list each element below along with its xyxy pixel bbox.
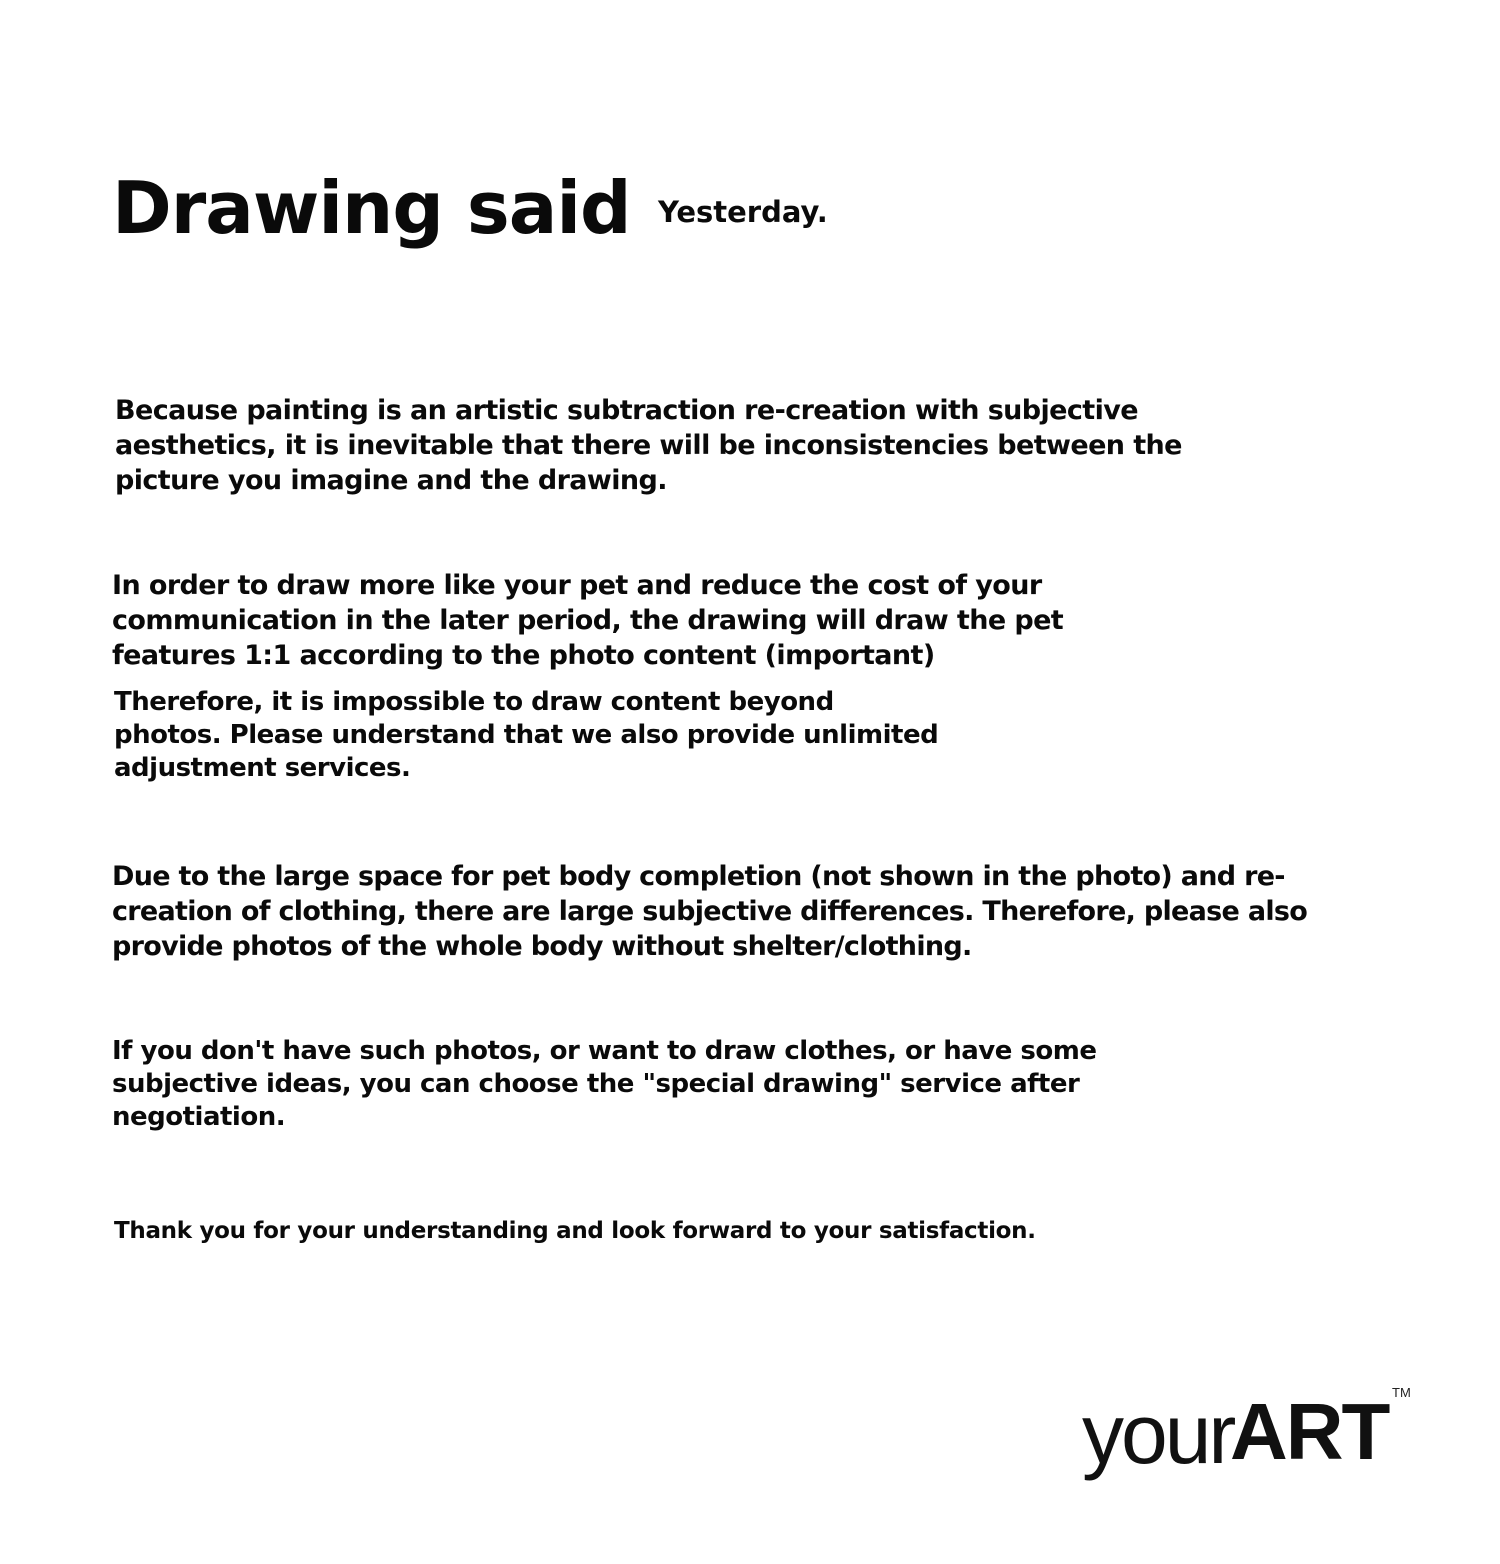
logo-light-text: your (1082, 1387, 1234, 1481)
logo-bold-text: ART (1230, 1387, 1389, 1476)
paragraph-photo-accuracy: In order to draw more like your pet and reduce the cost of your communication in the later period, the drawing will draw the pet features 1:1 according to the photo content (important) (112, 570, 1064, 671)
paragraph-special-drawing: If you don't have such photos, or want to draw clothes, or have some subjective ideas, you can choose the "special drawing" service after negotiation. (112, 1036, 1097, 1132)
paragraph-whole-body-photos: Due to the large space for pet body completion (not shown in the photo) and re- creation of clothing, there are large subjective differences. Therefore, please also provide photos of the whole body without shelter/clothing. (112, 861, 1308, 962)
logo-trademark: TM (1392, 1385, 1411, 1400)
brand-logo (1082, 1384, 1422, 1494)
page-title: Drawing said (112, 166, 631, 250)
page-subtitle: Yesterday. (658, 195, 828, 229)
paragraph-thank-you: Thank you for your understanding and look forward to your satisfaction. (114, 1218, 1036, 1244)
paragraph-subjective-aesthetics: Because painting is an artistic subtraction re-creation with subjective aesthetics, it is inevitable that there will be inconsistencies between the picture you imagine and the drawing. (115, 395, 1182, 496)
paragraph-adjustment-services: Therefore, it is impossible to draw content beyond photos. Please understand that we also provide unlimited adjustment services. (114, 687, 939, 783)
